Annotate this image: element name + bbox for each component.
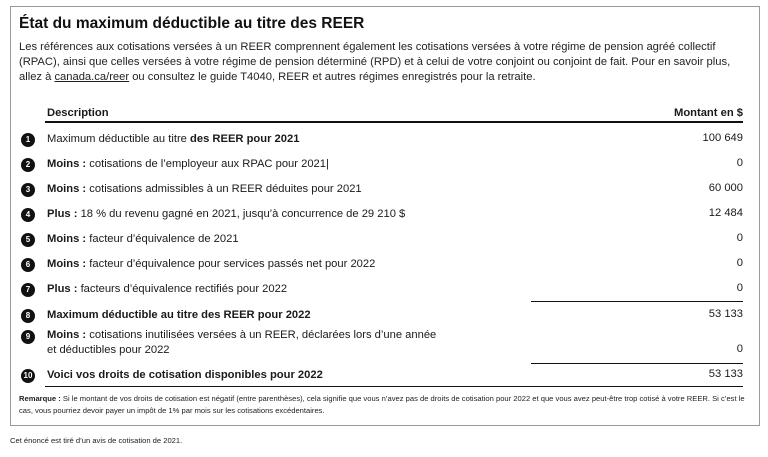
row-bold-text: Voici vos droits de cotisation disponibles pour 2022	[47, 369, 323, 381]
row-bold-text: Moins :	[47, 233, 87, 245]
row-number-badge: 3	[21, 183, 35, 197]
row-number-badge: 4	[21, 208, 35, 222]
row-text-suffix: facteur d’équivalence de 2021	[86, 233, 239, 245]
remark-text: Si le montant de vos droits de cotisation est négatif (entre parenthèses), cela signifie que vous n’avez pas de droits de cotisation pour 2022 et que vous avez peut-être trop cotisé à votre REER. Si c’est le cas, vous pourriez devoir payer un impôt de 1% par mois sur les cotisations excédentaires.	[19, 394, 745, 415]
header-divider	[45, 121, 743, 123]
subtotal-rule	[531, 301, 743, 302]
row-amount: 0	[736, 232, 743, 244]
row-text-suffix: cotisations de l’employeur aux RPAC pour 2021|	[86, 158, 329, 170]
table-row	[11, 152, 759, 176]
row-number-badge: 1	[21, 133, 35, 147]
row-amount: 0	[736, 282, 743, 294]
row-amount: 53 133	[708, 308, 743, 320]
intro-paragraph	[19, 40, 755, 85]
column-header-description: Description	[47, 107, 109, 119]
row-amount: 12 484	[708, 207, 743, 219]
row-description	[47, 157, 329, 172]
row-description	[47, 328, 436, 358]
row-bold-text: Maximum déductible au titre des REER pour 2022	[47, 309, 311, 321]
row-text-suffix: 18 % du revenu gagné en 2021, jusqu’à concurrence de 29 210 $	[77, 208, 406, 220]
row-description	[47, 368, 323, 383]
table-row	[11, 127, 759, 151]
table-bottom-rule	[45, 386, 743, 387]
row-amount: 60 000	[708, 182, 743, 194]
row-bold-text: Plus :	[47, 283, 78, 295]
row-number-badge: 6	[21, 258, 35, 272]
row-bold-text: Moins :	[47, 158, 87, 170]
table-row	[11, 202, 759, 226]
table-row	[11, 303, 759, 327]
row-number-badge: 9	[21, 330, 35, 344]
row-text: Maximum déductible au titre	[47, 133, 191, 145]
row-number-badge: 7	[21, 283, 35, 297]
row-bold-text: Plus :	[47, 208, 78, 220]
row-number-badge: 10	[21, 369, 35, 383]
row-text-suffix: cotisations admissibles à un REER déduites pour 2021	[86, 183, 362, 195]
canada-reer-link[interactable]: canada.ca/reer	[54, 71, 130, 83]
row-bold-text: Moins :	[47, 258, 87, 270]
row-amount: 53 133	[708, 368, 743, 380]
row-text-suffix: facteur d’équivalence pour services passés net pour 2022	[86, 258, 376, 270]
row-number-badge: 5	[21, 233, 35, 247]
remark-label: Remarque :	[19, 394, 61, 403]
column-header-amount: Montant en $	[674, 107, 743, 119]
row-amount: 0	[736, 343, 743, 355]
row-amount: 0	[736, 257, 743, 269]
row-amount: 0	[736, 157, 743, 169]
row-description	[47, 308, 311, 323]
row-text-suffix: facteurs d’équivalence rectifiés pour 2022	[77, 283, 288, 295]
table-row	[11, 177, 759, 201]
row-description	[47, 232, 239, 247]
table-row	[11, 363, 759, 387]
statement-title: État du maximum déductible au titre des REER	[19, 15, 365, 32]
row-bold-text: des REER pour 2021	[190, 133, 300, 145]
row-description	[47, 132, 299, 147]
table-row	[11, 325, 759, 361]
row-description	[47, 257, 375, 272]
row-text-line2: et déductibles pour 2022	[47, 344, 170, 356]
intro-text: Les références aux cotisations versées à un REER comprennent également les cotisations versées à votre régime de pension agréé collectif (RPAC), ainsi que celles versées à votre régime de pension déterminé (RPD) et à celui de votre conjoint ou conjoint de fait. Pour en savoir plus, allez à	[19, 41, 731, 83]
row-number-badge: 8	[21, 309, 35, 323]
row-description	[47, 282, 287, 297]
remark-note	[19, 393, 749, 417]
row-number-badge: 2	[21, 158, 35, 172]
intro-text-end: ou consultez le guide T4040, REER et autres régimes enregistrés pour la retraite.	[129, 71, 536, 83]
footnote: Cet énoncé est tiré d’un avis de cotisation de 2021.	[10, 436, 183, 445]
row-bold-text: Moins :	[47, 329, 87, 341]
table-row	[11, 227, 759, 251]
row-description	[47, 207, 405, 222]
row-bold-text: Moins :	[47, 183, 87, 195]
table-row	[11, 277, 759, 301]
row-description	[47, 182, 362, 197]
table-row	[11, 252, 759, 276]
row-amount: 100 649	[702, 132, 743, 144]
rrsp-statement-panel	[10, 6, 760, 426]
row-text-suffix: cotisations inutilisées versées à un REER, déclarées lors d’une année	[86, 329, 437, 341]
